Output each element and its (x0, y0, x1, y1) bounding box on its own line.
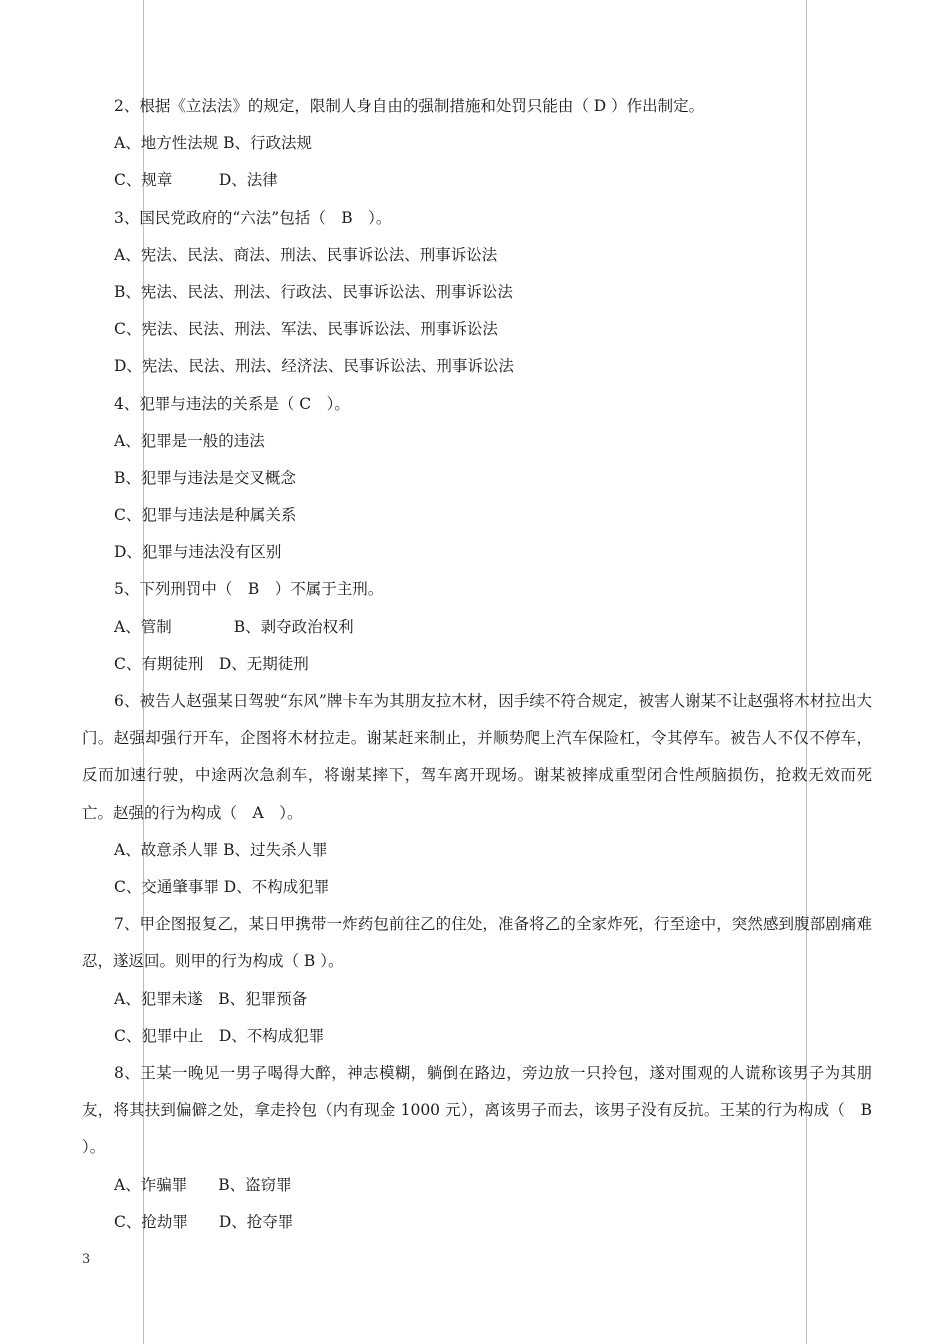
question-text: 3、国民党政府的“六法”包括（ B ）。 (114, 208, 392, 227)
answer-option: A、地方性法规 B、行政法规 (114, 134, 313, 153)
page-number: 3 (82, 1252, 91, 1267)
answer-option: A、犯罪未遂 B、犯罪预备 (114, 989, 308, 1008)
question-text: 5、下列刑罚中（ B ）不属于主刑。 (114, 580, 384, 599)
answer-option: C、规章 D、法律 (114, 171, 278, 190)
answer-option: A、犯罪是一般的违法 (114, 431, 265, 450)
answer-option: A、故意杀人罪 B、过失杀人罪 (114, 840, 328, 859)
question-paragraph: 7、甲企图报复乙，某日甲携带一炸药包前往乙的住处，准备将乙的全家炸死，行至途中，突然感到腹部剧痛难忍，遂返回。则甲的行为构成（ B ）。 (82, 915, 872, 971)
answer-option: B、犯罪与违法是交叉概念 (114, 468, 296, 487)
answer-option: B、宪法、民法、刑法、行政法、民事诉讼法、刑事诉讼法 (114, 282, 513, 301)
answer-option: C、交通肇事罪 D、不构成犯罪 (114, 878, 330, 896)
answer-option: A、宪法、民法、商法、刑法、民事诉讼法、刑事诉讼法 (114, 245, 498, 264)
document-body (82, 88, 888, 1241)
answer-option: D、犯罪与违法没有区别 (114, 543, 282, 562)
question-text: 2、根据《立法法》的规定，限制人身自由的强制措施和处罚只能由（ D ）作出制定。 (114, 97, 705, 115)
answer-option: C、宪法、民法、刑法、军法、民事诉讼法、刑事诉讼法 (114, 320, 498, 339)
question-paragraph: 8、王某一晚见一男子喝得大醉，神志模糊，躺倒在路边，旁边放一只拎包，遂对围观的人谎称该男子为其朋友，将其扶到偏僻之处，拿走拎包（内有现金 1000 元），离该男子而去，该男子没有反抗。王某的行为构成（ B ）。 (82, 1063, 888, 1157)
answer-option: C、抢劫罪 D、抢夺罪 (114, 1212, 294, 1231)
question-paragraph: 6、被告人赵强某日驾驶“东风”牌卡车为其朋友拉木材，因手续不符合规定，被害人谢某不让赵强将木材拉出大门。赵强却强行开车，企图将木材拉走。谢某赶来制止，并顺势爬上汽车保险杠，令其停车。被告人不仅不停车，反而加速行驶，中途两次急刹车，将谢某摔下，驾车离开现场。谢某被摔成重型闭合性颅脑损伤，抢救无效而死亡。赵强的行为构成（ A ）。 (82, 692, 872, 822)
answer-option: A、管制 B、剥夺政治权利 (114, 617, 354, 636)
question-text: 4、犯罪与违法的关系是（ C ）。 (114, 394, 350, 413)
answer-option: A、诈骗罪 B、盗窃罪 (114, 1175, 292, 1194)
answer-option: C、犯罪中止 D、不构成犯罪 (114, 1026, 325, 1045)
answer-option: C、犯罪与违法是种属关系 (114, 506, 297, 525)
answer-option: D、宪法、民法、刑法、经济法、民事诉讼法、刑事诉讼法 (114, 357, 514, 376)
answer-option: C、有期徒刑 D、无期徒刑 (114, 654, 309, 673)
